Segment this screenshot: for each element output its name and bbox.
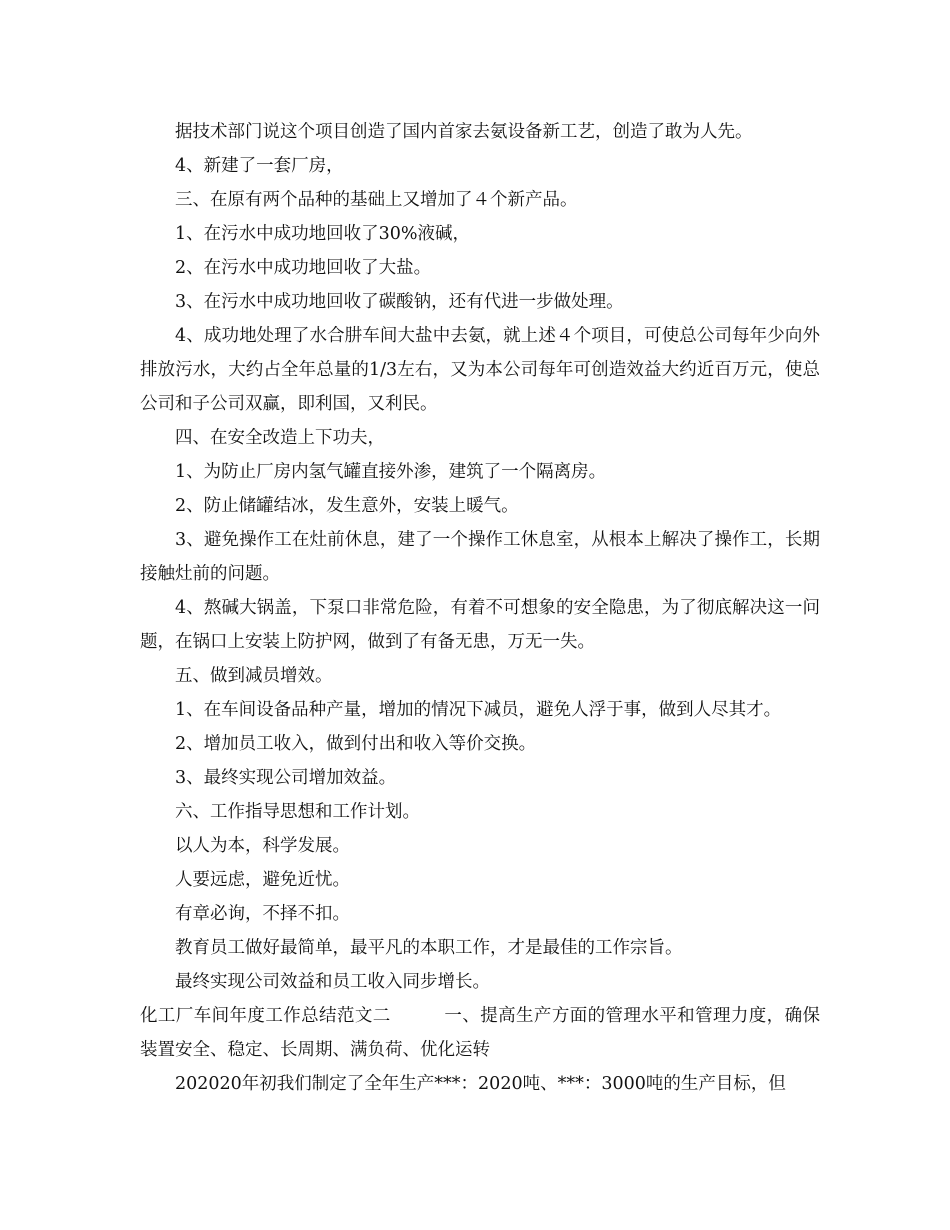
paragraph-4: 1、在污水中成功地回收了30%液碱， [175,224,471,244]
paragraph-20: 有章必询，不择不扣。 [175,904,350,924]
paragraph-11: 3、避免操作工在灶前休息，建了一个操作工休息室，从根本上解决了操作工，长期接触灶前的问题。 [140,530,820,584]
section-heading-4: 四、在安全改造上下功夫， [175,428,385,448]
paragraph-19: 人要远虑，避免近忧。 [175,870,350,890]
section-heading-5: 五、做到减员增效。 [175,666,333,686]
paragraph-16: 3、最终实现公司增加效益。 [175,768,397,788]
section-heading-6: 六、工作指导思想和工作计划。 [175,802,420,822]
paragraph-18: 以人为本，科学发展。 [175,836,350,856]
document-body [140,115,820,1101]
paragraph-12: 4、熬碱大锅盖，下泵口非常危险，有着不可想象的安全隐患，为了彻底解决这一问题，在锅口上安装上防护网，做到了有备无患，万无一失。 [140,598,820,652]
article-title-two: 化工厂车间年度工作总结范文二 一、提高生产方面的管理水平和管理力度，确保装置安全、稳定、长周期、满负荷、优化运转 [140,1006,820,1060]
paragraph-6: 3、在污水中成功地回收了碳酸钠，还有代进一步做处理。 [175,292,624,312]
paragraph-2: 4、新建了一套厂房， [175,156,344,176]
paragraph-9: 1、为防止厂房内氢气罐直接外渗，建筑了一个隔离房。 [175,462,607,482]
paragraph-24: 202020年初我们制定了全年生产***：2020吨、***：3000吨的生产目标，但 [175,1074,786,1094]
paragraph-15: 2、增加员工收入，做到付出和收入等价交换。 [175,734,537,754]
paragraph-14: 1、在车间设备品种产量，增加的情况下减员，避免人浮于事，做到人尽其才。 [175,700,782,720]
section-heading-3: 三、在原有两个品种的基础上又增加了４个新产品。 [175,190,578,210]
paragraph-21: 教育员工做好最简单，最平凡的本职工作，才是最佳的工作宗旨。 [175,938,683,958]
paragraph-10: 2、防止储罐结冰，发生意外，安装上暖气。 [175,496,519,516]
paragraph-5: 2、在污水中成功地回收了大盐。 [175,258,432,278]
paragraph-7: 4、成功地处理了水合肼车间大盐中去氨，就上述４个项目，可使总公司每年少向外排放污水，大约占全年总量的1/3左右，又为本公司每年可创造效益大约近百万元，使总公司和子公司双赢，即利国，又利民。 [140,326,820,414]
paragraph-22: 最终实现公司效益和员工收入同步增长。 [175,972,490,992]
paragraph-1: 据技术部门说这个项目创造了国内首家去氨设备新工艺，创造了敢为人先。 [175,122,753,142]
